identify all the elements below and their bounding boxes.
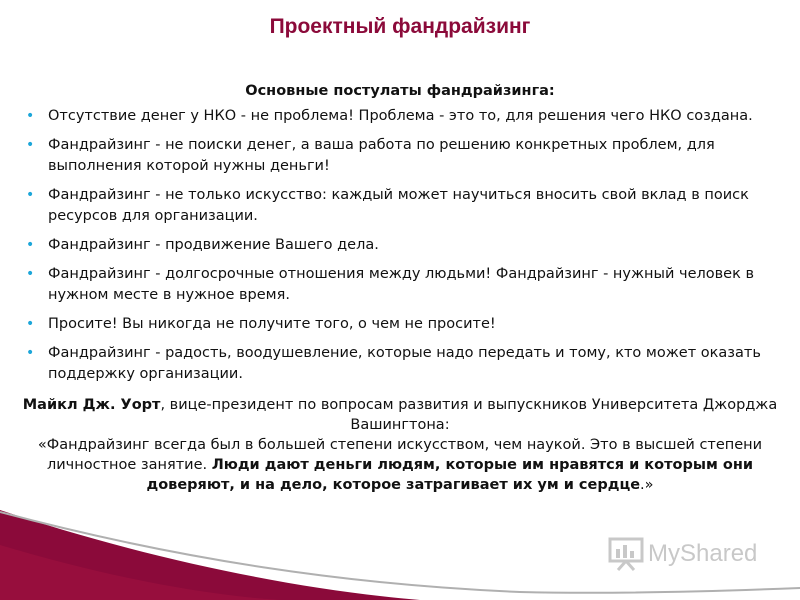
page-title: Проектный фандрайзинг xyxy=(269,15,531,38)
quote-text: «Фандрайзинг всегда был в большей степени искусством, чем наукой. Это в высшей степени личностное занятие. xyxy=(37,437,763,473)
bullet-dot-icon: • xyxy=(26,187,35,203)
list-item-text: Отсутствие денег у НКО - не проблема! Проблема - это то, для решения чего НКО создана. xyxy=(48,108,753,124)
quote-text-bold: Люди дают деньги людям, которые им нравятся и которым они доверяют, и на дело, которое затрагивает их ум и сердце xyxy=(146,457,754,493)
list-item-text: Фандрайзинг - продвижение Вашего дела. xyxy=(48,237,379,253)
quote-text-end: .» xyxy=(640,477,654,493)
bullet-dot-icon: • xyxy=(26,345,35,361)
list-item xyxy=(22,235,782,256)
logo-text: MyShared xyxy=(648,540,758,567)
list-item xyxy=(22,185,782,227)
list-item xyxy=(22,135,782,177)
quote-author-desc: , вице-президент по вопросам развития и выпускников Университета Джорджа Вашингтона: xyxy=(160,397,778,433)
list-item xyxy=(22,264,782,306)
bullet-dot-icon: • xyxy=(26,108,35,124)
quote-author: Майкл Дж. Уорт xyxy=(22,397,161,413)
list-item-text: Фандрайзинг - не поиски денег, а ваша работа по решению конкретных проблем, для выполнения которой нужны деньги! xyxy=(48,137,715,174)
list-item-text: Фандрайзинг - долгосрочные отношения между людьми! Фандрайзинг - нужный человек в нужном месте в нужное время. xyxy=(48,266,755,303)
list-item xyxy=(22,314,782,335)
bullet-dot-icon: • xyxy=(26,266,35,282)
list-item-text: Просите! Вы никогда не получите того, о чем не просите! xyxy=(48,316,496,332)
quote-block xyxy=(20,395,780,495)
section-heading: Основные постулаты фандрайзинга: xyxy=(245,83,555,99)
presentation-board-icon xyxy=(608,537,644,571)
bullet-dot-icon: • xyxy=(26,237,35,253)
bullet-dot-icon: • xyxy=(26,137,35,153)
bullet-dot-icon: • xyxy=(26,316,35,332)
list-item xyxy=(22,106,782,127)
myshared-logo xyxy=(608,537,757,571)
list-item-text: Фандрайзинг - не только искусство: каждый может научиться вносить свой вклад в поиск ресурсов для организации. xyxy=(48,187,749,224)
list-item-text: Фандрайзинг - радость, воодушевление, которые надо передать и тому, кто может оказать поддержку организации. xyxy=(48,345,761,382)
postulates-list xyxy=(22,106,782,393)
list-item xyxy=(22,343,782,385)
